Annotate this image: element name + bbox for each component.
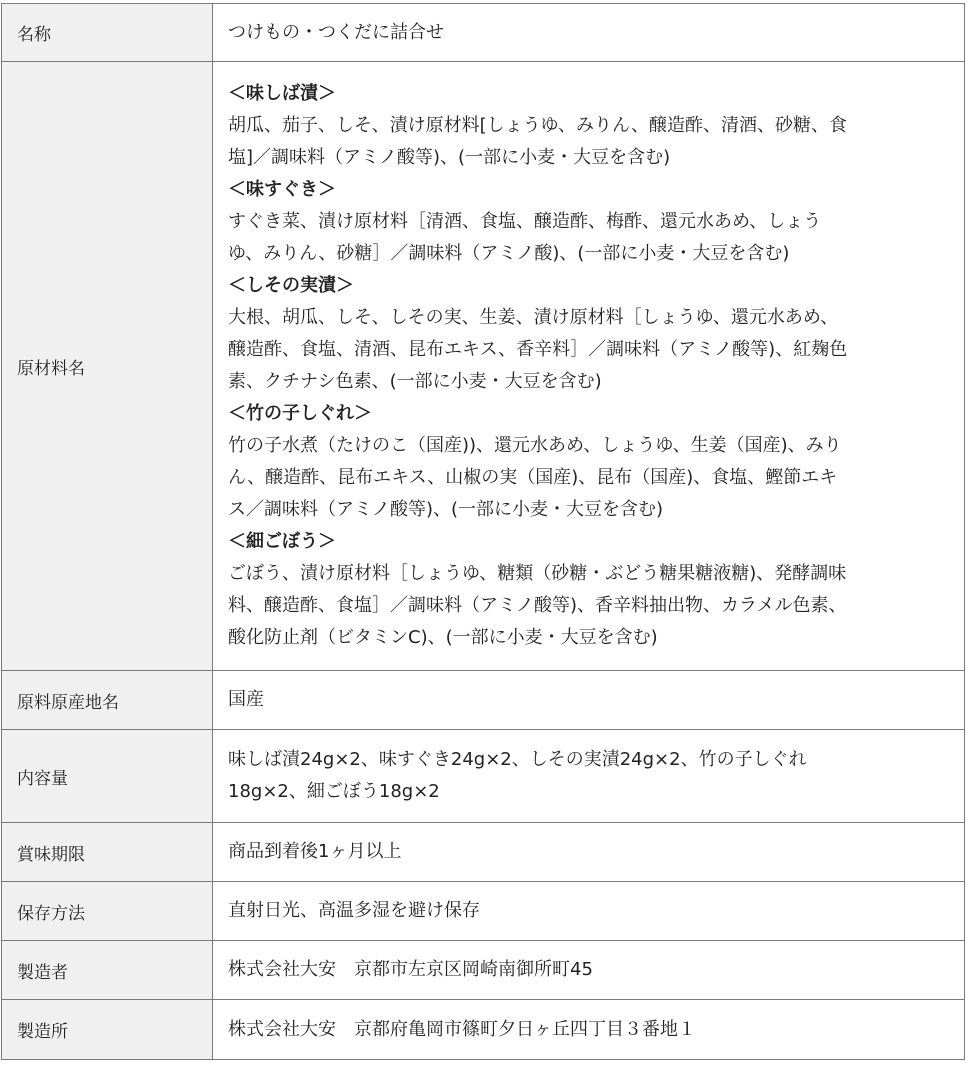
value-line: 商品到着後1ヶ月以上 <box>228 841 402 862</box>
ingredients-list <box>213 62 965 671</box>
spec-label: 名称 <box>2 4 213 62</box>
ingredient-line: 竹の子水煮（たけのこ（国産))、還元水あめ、しょうゆ、生姜（国産)、みり <box>228 435 842 456</box>
ingredient-line: ゆ、みりん、砂糖］／調味料（アミノ酸)、(一部に小麦・大豆を含む) <box>228 243 790 264</box>
spec-label: 内容量 <box>2 730 213 823</box>
value-line: 18g×2、細ごぼう18g×2 <box>228 781 440 802</box>
value-line: 味しば漬24g×2、味すぐき24g×2、しその実漬24g×2、竹の子しぐれ <box>228 749 807 770</box>
spec-value <box>213 4 965 62</box>
ingredient-line: 酸化防止剤（ビタミンC)、(一部に小麦・大豆を含む) <box>228 627 658 648</box>
section-heading: ＜竹の子しぐれ＞ <box>228 403 372 424</box>
spec-value <box>213 941 965 1000</box>
value-line: 直射日光、高温多湿を避け保存 <box>228 900 480 921</box>
spec-row-name <box>2 4 965 62</box>
spec-value <box>213 730 965 823</box>
spec-row-factory <box>2 1000 965 1060</box>
ingredient-line: ごぼう、漬け原材料［しょうゆ、糖類（砂糖・ぶどう糖果糖液糖)、発酵調味 <box>228 563 847 584</box>
spec-value <box>213 671 965 730</box>
spec-row-best-before <box>2 823 965 882</box>
ingredient-line: 素、クチナシ色素、(一部に小麦・大豆を含む) <box>228 371 602 392</box>
section-heading: ＜細ごぼう＞ <box>228 531 336 552</box>
spec-label: 原料原産地名 <box>2 671 213 730</box>
section-heading: ＜しその実漬＞ <box>228 275 354 296</box>
ingredient-line: ん、醸造酢、昆布エキス、山椒の実（国産)、昆布（国産)、食塩、鰹節エキ <box>228 467 838 488</box>
ingredient-line: 大根、胡瓜、しそ、しその実、生姜、漬け原材料［しょうゆ、還元水あめ、 <box>228 307 839 328</box>
ingredient-line: 醸造酢、食塩、清酒、昆布エキス、香辛料］／調味料（アミノ酸等)、紅麹色 <box>228 339 848 360</box>
product-spec-table <box>1 3 965 1060</box>
ingredient-line: 料、醸造酢、食塩］／調味料（アミノ酸等)、香辛料抽出物、カラメル色素、 <box>228 595 847 616</box>
value-line: 株式会社大安 京都市左京区岡崎南御所町45 <box>228 959 593 980</box>
spec-row-storage <box>2 882 965 941</box>
spec-label: 製造所 <box>2 1000 213 1060</box>
spec-label: 製造者 <box>2 941 213 1000</box>
spec-row-contents <box>2 730 965 823</box>
spec-label: 保存方法 <box>2 882 213 941</box>
value-line: つけもの・つくだに詰合せ <box>228 21 444 43</box>
spec-value <box>213 882 965 941</box>
spec-label: 賞味期限 <box>2 823 213 882</box>
value-line: 株式会社大安 京都府亀岡市篠町夕日ヶ丘四丁目３番地１ <box>228 1018 696 1040</box>
value-line: 国産 <box>228 689 264 710</box>
spec-row-origin <box>2 671 965 730</box>
ingredient-line: 塩]／調味料（アミノ酸等)、(一部に小麦・大豆を含む) <box>228 147 671 168</box>
spec-value <box>213 823 965 882</box>
ingredient-line: ス／調味料（アミノ酸等)、(一部に小麦・大豆を含む) <box>228 499 664 520</box>
ingredient-line: すぐき菜、漬け原材料［清酒、食塩、醸造酢、梅酢、還元水あめ、しょう <box>228 211 822 232</box>
spec-row-manufacturer <box>2 941 965 1000</box>
spec-value <box>213 1000 965 1060</box>
spec-row-ingredients <box>2 62 965 671</box>
ingredient-line: 胡瓜、茄子、しそ、漬け原材料[しょうゆ、みりん、醸造酢、清酒、砂糖、食 <box>228 115 848 136</box>
spec-label: 原材料名 <box>2 62 213 671</box>
section-heading: ＜味すぐき＞ <box>228 179 336 200</box>
section-heading: ＜味しば漬＞ <box>228 83 336 104</box>
